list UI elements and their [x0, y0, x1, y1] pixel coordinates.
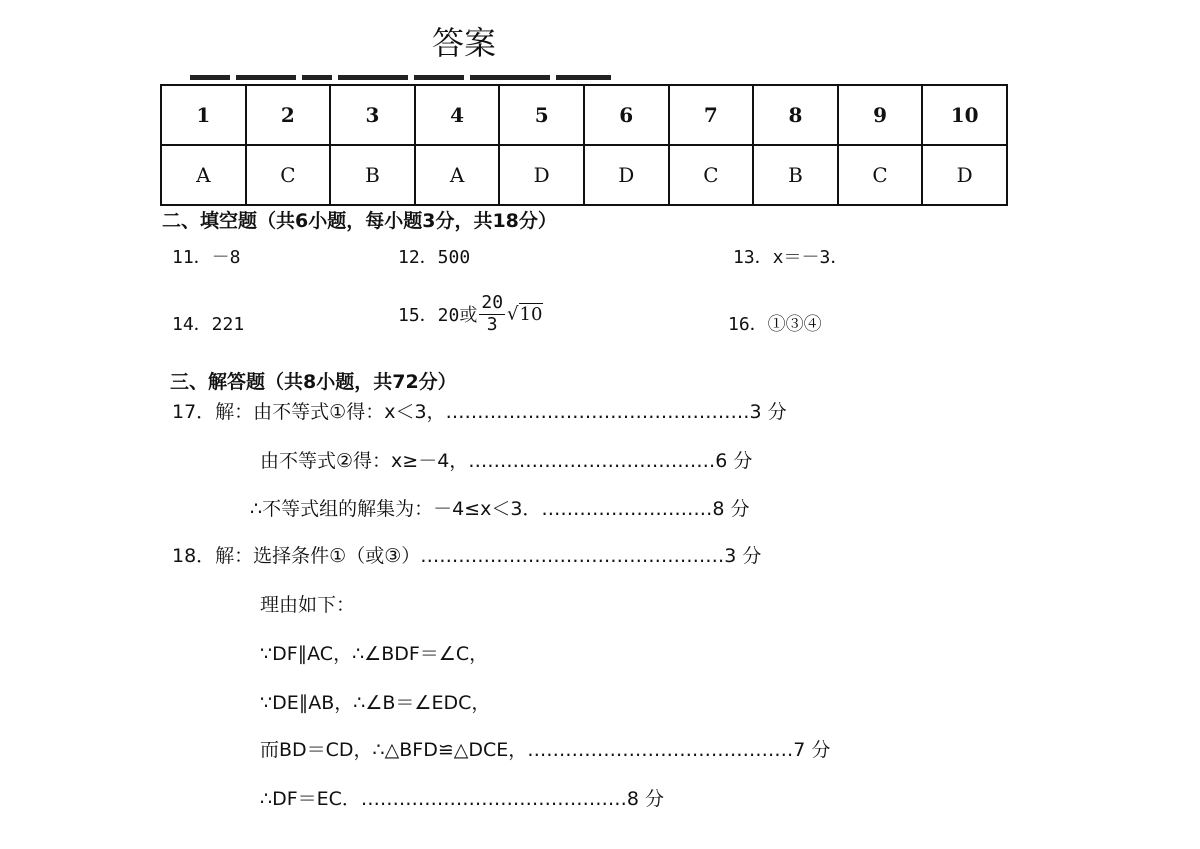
- question-number: 9: [838, 85, 923, 145]
- solution-line: 而BD＝CD，∴△BFD≌△DCE，……………………………………7 分: [260, 739, 831, 761]
- square-root: √10: [507, 303, 543, 325]
- answer-q16: 16．①③④: [728, 314, 822, 335]
- solution-line: 理由如下：: [260, 594, 356, 616]
- question-number: 5: [499, 85, 584, 145]
- answer-choice: C: [838, 145, 923, 205]
- question-number: 4: [415, 85, 500, 145]
- solution-line: 17．解：由不等式①得：x＜3，…………………………………………3 分: [172, 401, 787, 423]
- solution-line: ∵DE∥AB，∴∠B＝∠EDC，: [260, 692, 491, 714]
- cropped-section-heading: [190, 68, 670, 80]
- answer-choice: A: [415, 145, 500, 205]
- answer-choice: D: [922, 145, 1007, 205]
- answer-q15: [398, 293, 543, 335]
- answer-q15-prefix: 15．20或: [398, 305, 478, 327]
- solution-line: ∴DF＝EC．……………………………………8 分: [260, 788, 665, 810]
- section3-heading: 三、解答题（共8小题，共72分）: [170, 371, 457, 393]
- fraction-denominator: 3: [486, 313, 498, 335]
- solution-line: 由不等式②得：x≥－4，…………………………………6 分: [260, 450, 753, 472]
- page-title: 答案: [432, 24, 497, 62]
- answer-choice: C: [246, 145, 331, 205]
- answer-q14: 14．221: [172, 314, 245, 335]
- question-number: 7: [669, 85, 754, 145]
- section2-heading: 二、填空题（共6小题，每小题3分，共18分）: [162, 210, 557, 232]
- radicand: 10: [519, 303, 543, 325]
- solution-line: ∴不等式组的解集为：－4≤x＜3．………………………8 分: [250, 498, 750, 520]
- solution-line: 18．解：选择条件①（或③）…………………………………………3 分: [172, 545, 762, 567]
- fraction-numerator: 20: [481, 292, 504, 313]
- answer-choice: B: [330, 145, 415, 205]
- answer-choice: B: [753, 145, 838, 205]
- answer-choice: C: [669, 145, 754, 205]
- answer-q11: 11．－8: [172, 247, 241, 268]
- answer-choice: D: [499, 145, 584, 205]
- answer-choice: D: [584, 145, 669, 205]
- answer-table: [160, 84, 1008, 206]
- question-number: 3: [330, 85, 415, 145]
- question-number: 2: [246, 85, 331, 145]
- question-number: 8: [753, 85, 838, 145]
- answer-choice: A: [161, 145, 246, 205]
- answer-table-header-row: [161, 85, 1007, 145]
- question-number: 6: [584, 85, 669, 145]
- question-number: 1: [161, 85, 246, 145]
- answer-q13: 13．x＝－3．: [733, 247, 849, 268]
- solution-line: ∵DF∥AC，∴∠BDF＝∠C，: [260, 643, 489, 665]
- answer-q12: 12．500: [398, 247, 471, 268]
- answer-table-answer-row: [161, 145, 1007, 205]
- question-number: 10: [922, 85, 1007, 145]
- fraction: [479, 293, 505, 335]
